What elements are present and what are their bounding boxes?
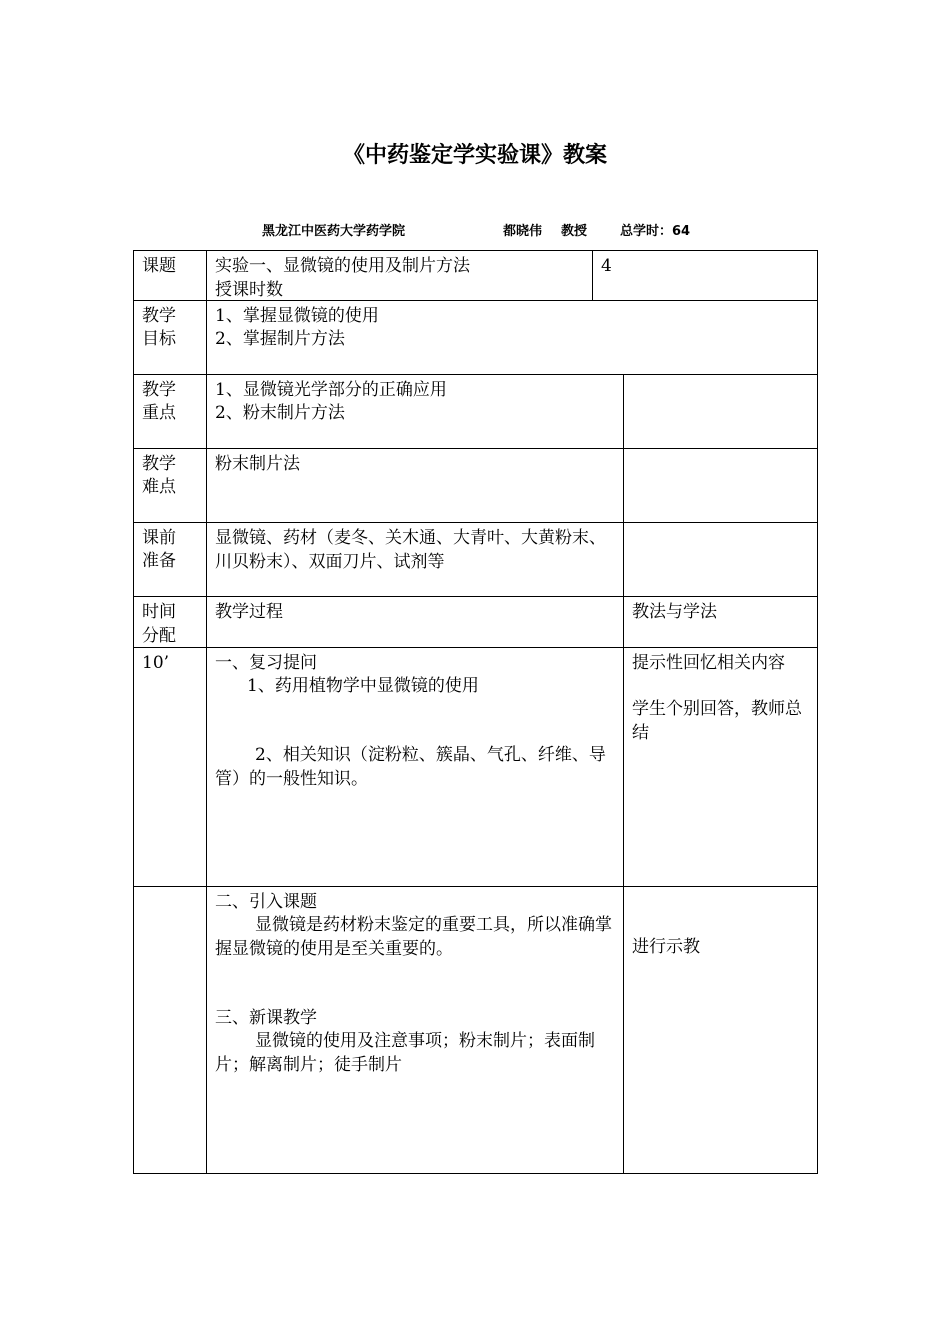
time-label-cell (133, 596, 207, 648)
prep-content-cell (206, 522, 624, 597)
key-points-note-cell (623, 374, 818, 449)
hours-label: 授课时数 (215, 280, 283, 300)
key-points-label-b: 重点 (142, 403, 176, 423)
prep-label-cell (133, 522, 207, 597)
process-header: 教学过程 (215, 602, 283, 622)
section1-method-cell (623, 647, 818, 887)
goals-label-a: 教学 (142, 306, 176, 326)
hours-value: 4 (601, 256, 612, 276)
difficulties-label-cell (133, 448, 207, 523)
prep-note-cell (623, 522, 818, 597)
section1-time: 10’ (142, 653, 170, 673)
topic-label: 课题 (142, 256, 176, 276)
method-header: 教法与学法 (632, 602, 717, 622)
section2-heading: 二、引入课题 (215, 892, 317, 912)
key-point-1: 1、显微镜光学部分的正确应用 (215, 380, 447, 400)
goals-content-cell (206, 300, 818, 375)
section1-time-cell (133, 647, 207, 887)
goal-item-1: 1、掌握显微镜的使用 (215, 306, 379, 326)
goals-label-cell (133, 300, 207, 375)
difficulties-label-a: 教学 (142, 454, 176, 474)
process-header-cell (206, 596, 624, 648)
hours-cell (592, 250, 818, 301)
key-points-label-a: 教学 (142, 380, 176, 400)
institution: 黑龙江中医药大学药学院 (262, 224, 406, 239)
section2-method: 进行示教 (632, 937, 700, 957)
section2-process-cell (206, 886, 624, 1174)
section2-time-cell (133, 886, 207, 1174)
section1-heading: 一、复习提问 (215, 653, 317, 673)
difficulties-content-cell (206, 448, 624, 523)
key-points-content-cell (206, 374, 624, 449)
section1-method-1: 提示性回忆相关内容 (632, 653, 785, 673)
key-points-label-cell (133, 374, 207, 449)
section2-method-cell (623, 886, 818, 1174)
prep-label-b: 准备 (142, 551, 176, 571)
goal-item-2: 2、掌握制片方法 (215, 329, 345, 349)
section1-point-2: 2、相关知识（淀粉粒、簇晶、气孔、纤维、导管）的一般性知识。 (215, 745, 606, 789)
total-hours: 总学时：64 (620, 224, 691, 239)
teacher-rank: 教授 (561, 224, 588, 239)
page-title: 《中药鉴定学实验课》教案 (342, 143, 607, 168)
section1-method-2: 学生个别回答，教师总结 (632, 699, 802, 743)
teacher-name: 都晓伟 (503, 224, 543, 239)
section1-point-1: 1、药用植物学中显微镜的使用 (247, 676, 479, 696)
time-label-a: 时间 (142, 602, 176, 622)
method-header-cell (623, 596, 818, 648)
difficulties-note-cell (623, 448, 818, 523)
section2-paragraph: 显微镜是药材粉末鉴定的重要工具，所以准确掌握显微镜的使用是至关重要的。 (215, 915, 612, 959)
section3-heading: 三、新课教学 (215, 1008, 317, 1028)
topic-content-cell (206, 250, 593, 301)
key-point-2: 2、粉末制片方法 (215, 403, 345, 423)
time-label-b: 分配 (142, 626, 176, 646)
prep-label-a: 课前 (142, 528, 176, 548)
prep-text: 显微镜、药材（麦冬、关木通、大青叶、大黄粉末、川贝粉末）、双面刀片、试剂等 (215, 528, 606, 572)
difficulty-item: 粉末制片法 (215, 454, 300, 474)
section3-paragraph: 显微镜的使用及注意事项；粉末制片；表面制片；解离制片；徒手制片 (215, 1031, 595, 1075)
topic-label-cell (133, 250, 207, 301)
topic-title: 实验一、显微镜的使用及制片方法 (215, 256, 470, 276)
difficulties-label-b: 难点 (142, 477, 176, 497)
section1-process-cell (206, 647, 624, 887)
goals-label-b: 目标 (142, 329, 176, 349)
